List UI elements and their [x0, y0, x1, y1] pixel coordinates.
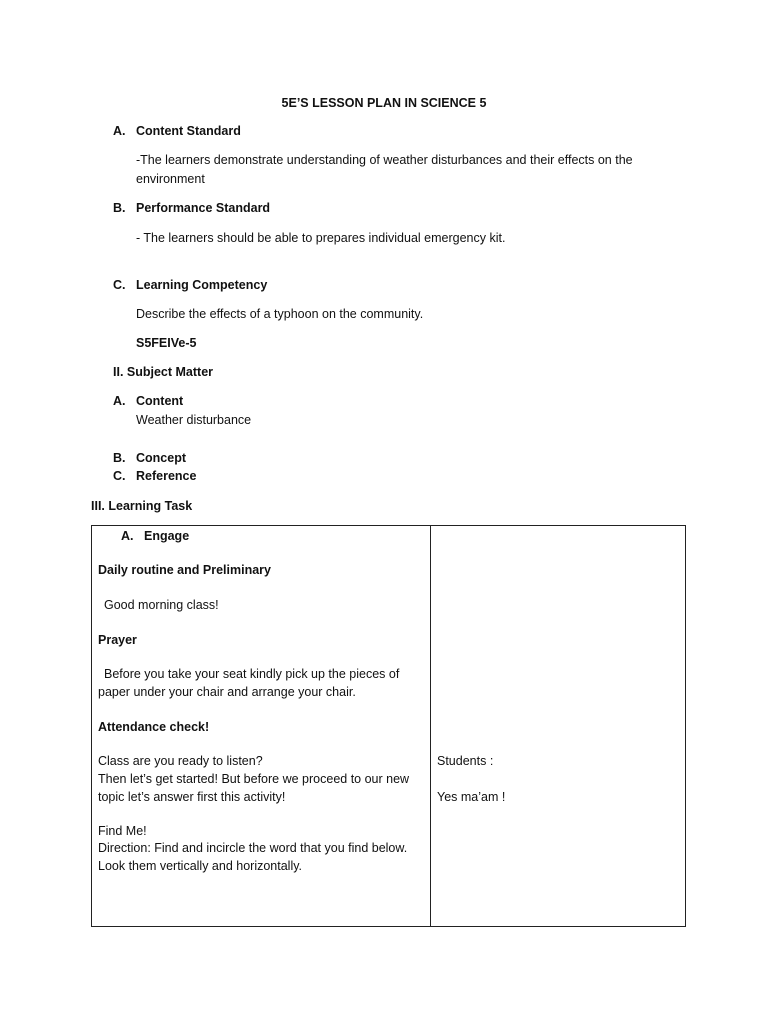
direction-line1: Direction: Find and incircle the word that you find below.	[98, 841, 408, 855]
students-label: Students :	[437, 754, 494, 768]
learning-competency-text: Describe the effects of a typhoon on the community.	[136, 307, 424, 321]
student-response-cell	[431, 526, 686, 927]
subject-item-value-content: Weather disturbance	[136, 413, 252, 427]
subject-item-letter-content: A.	[113, 394, 126, 408]
table-row	[92, 526, 686, 927]
engage-letter: A.	[121, 529, 134, 543]
subject-item-letter-concept: B.	[113, 451, 126, 465]
engage-heading: Engage	[144, 529, 190, 543]
content-standard-letter: A.	[113, 124, 126, 138]
seat-instruction-line1: Before you take your seat kindly pick up the pieces of	[104, 667, 400, 681]
performance-standard-letter: B.	[113, 201, 126, 215]
started-line1: Then let’s get started! But before we proceed to our new	[98, 772, 410, 786]
content-standard-text-line2: environment	[136, 172, 205, 186]
daily-routine-heading: Daily routine and Preliminary	[98, 563, 271, 577]
subject-item-label-concept: Concept	[136, 451, 186, 465]
direction-line2: Look them vertically and horizontally.	[98, 859, 303, 873]
learning-competency-code: S5FEIVe-5	[136, 336, 197, 350]
learning-competency-letter: C.	[113, 278, 126, 292]
content-standard-heading: Content Standard	[136, 124, 241, 138]
ready-question: Class are you ready to listen?	[98, 754, 263, 768]
performance-standard-text: - The learners should be able to prepares individual emergency kit.	[136, 231, 506, 245]
seat-instruction-line2: paper under your chair and arrange your chair.	[98, 685, 356, 699]
find-me-title: Find Me!	[98, 824, 147, 838]
subject-matter-heading: II. Subject Matter	[113, 365, 214, 379]
subject-item-label-content: Content	[136, 394, 184, 408]
subject-item-label-reference: Reference	[136, 469, 197, 483]
learning-competency-heading: Learning Competency	[136, 278, 268, 292]
subject-item-letter-reference: C.	[113, 469, 126, 483]
started-line2: topic let’s answer first this activity!	[98, 790, 286, 804]
students-reply: Yes ma’am !	[437, 790, 506, 804]
learning-task-table	[91, 525, 686, 927]
content-standard-text-line1: -The learners demonstrate understanding of weather disturbances and their effects on the	[136, 153, 633, 167]
document-title: 5E’S LESSON PLAN IN SCIENCE 5	[281, 96, 487, 110]
prayer-heading: Prayer	[98, 633, 137, 647]
learning-task-heading: III. Learning Task	[91, 499, 193, 513]
performance-standard-heading: Performance Standard	[136, 201, 271, 215]
teacher-activity-cell	[92, 526, 431, 927]
attendance-heading: Attendance check!	[98, 720, 210, 734]
greeting-text: Good morning class!	[104, 598, 219, 612]
